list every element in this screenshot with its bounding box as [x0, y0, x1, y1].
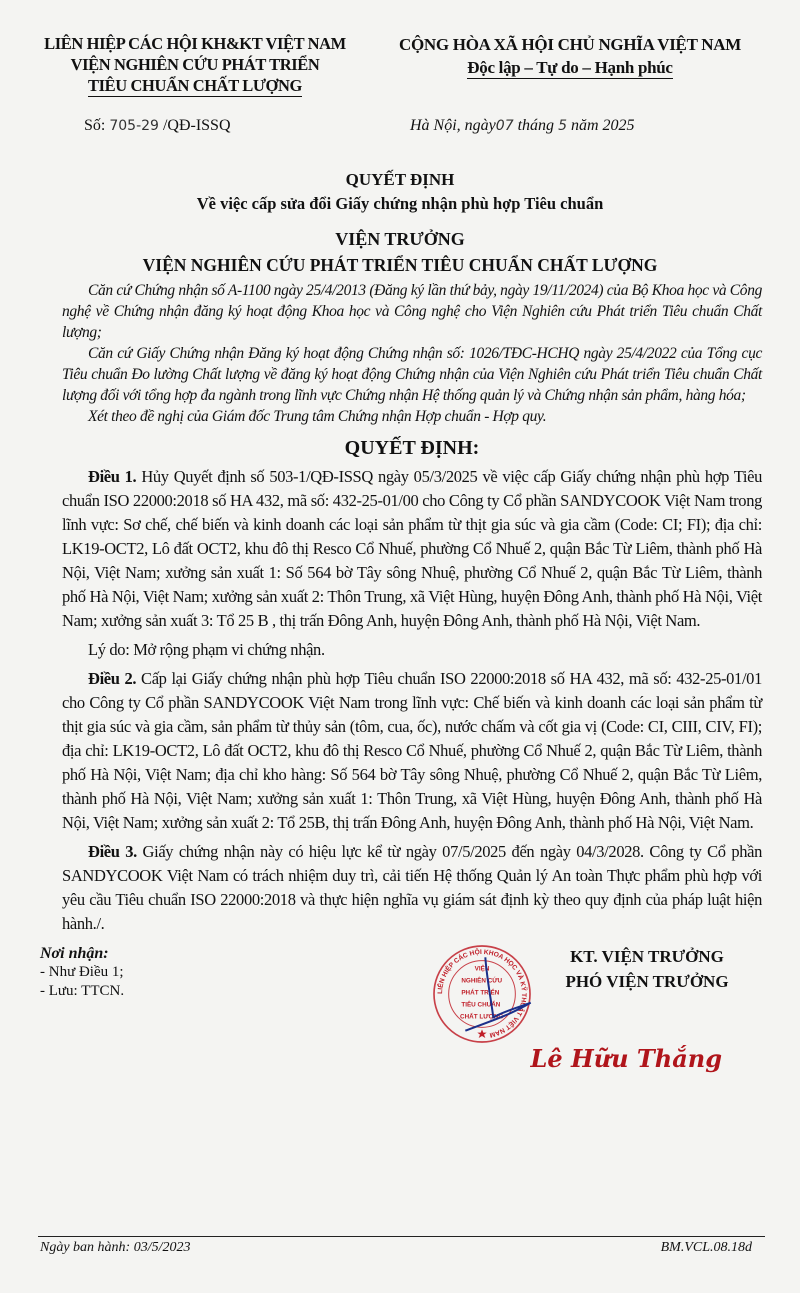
issuer-header	[30, 33, 360, 97]
federation-name: LIÊN HIỆP CÁC HỘI KH&KT VIỆT NAM	[44, 34, 346, 53]
stamp-ring-text: LIÊN HIỆP CÁC HỘI KHOA HỌC VÀ KỸ THUẬT VIỆT NAM	[436, 948, 528, 1039]
document-number	[84, 117, 231, 135]
reason	[62, 638, 762, 662]
institute-name-1: VIỆN NGHIÊN CỨU PHÁT TRIỂN	[70, 55, 320, 74]
number-suffix: /QĐ-ISSQ	[158, 117, 231, 134]
document-subtitle: Về việc cấp sửa đổi Giấy chứng nhận phù hợp Tiêu chuẩn	[196, 194, 604, 213]
legal-bases	[62, 280, 762, 427]
handwritten-number: 705-29	[109, 118, 159, 134]
footer-form-code: BM.VCL.08.18d	[660, 1240, 752, 1255]
article-1	[62, 465, 762, 633]
recipients-heading: Nơi nhận:	[40, 945, 109, 962]
articles	[62, 465, 762, 936]
star-icon	[477, 1029, 486, 1038]
svg-text:VIỆN: VIỆN	[474, 965, 490, 973]
legal-basis: Xét theo đề nghị của Giám đốc Trung tâm Chứng nhận Hợp chuẩn - Hợp quy.	[88, 408, 547, 425]
date-prefix: Hà Nội, ngày	[410, 117, 496, 134]
footer-issued-date: Ngày ban hành: 03/5/2023	[40, 1240, 191, 1255]
national-header	[360, 33, 780, 79]
authority-title: VIỆN TRƯỞNG	[335, 229, 465, 249]
article-3	[62, 840, 762, 936]
date-month-label: tháng	[513, 117, 559, 134]
article-text: Cấp lại Giấy chứng nhận phù hợp Tiêu chuẩn ISO 22000:2018 số HA 432, mã số: 432-25-01/01 cho Công ty Cổ phần SANDYCOOK Việt Nam trong lĩnh vực: Chế biến và kinh doanh các loại sản phẩm từ thịt gia súc và gia cầm, sản phẩm từ thủy sản (tôm, cua, ốc), nước chấm và cốt gia vị (Code: CI, CIII, CIV, FI); địa chỉ: LK19-OCT2, Lô đất OCT2, khu đô thị Resco Cổ Nhuế, phường Cổ Nhuế 2, quận Bắc Từ Liêm, thành phố Hà Nội, Việt Nam; địa chỉ kho hàng: Số 564 bờ Tây sông Nhuệ, phường Cổ Nhuế 2, quận Bắc Từ Liêm, thành phố Hà Nội, Việt Nam; xưởng sản xuất 1: Thôn Trung, xã Việt Hùng, huyện Đông Anh, thành phố Hà Nội, Việt Nam; xưởng sản xuất 2: Tổ 25B, thị trấn Đông Anh, huyện Đông Anh, thành phố Hà Nội, Việt Nam.	[62, 669, 762, 832]
closing-section	[40, 944, 762, 1074]
signer-name: Lê Hữu Thắng	[530, 1044, 722, 1073]
legal-basis: Căn cứ Chứng nhận số A-1100 ngày 25/4/2013 (Đăng ký lần thứ bảy, ngày 19/11/2024) của Bộ Khoa học và Công nghệ về Chứng nhận đăng ký hoạt động Khoa học và Công nghệ cho Viện Nghiên cứu Phát triển Tiêu chuẩn Chất lượng;	[62, 282, 762, 341]
signature-block	[532, 944, 762, 994]
svg-text:CHẤT LƯỢNG: CHẤT LƯỢNG	[460, 1013, 504, 1021]
date-day: 07	[495, 118, 514, 134]
national-title: CỘNG HÒA XÃ HỘI CHỦ NGHĨA VIỆT NAM	[399, 35, 741, 54]
document-title: QUYẾT ĐỊNH	[345, 170, 455, 189]
article-2	[62, 667, 762, 835]
signature-column	[432, 944, 762, 1074]
national-motto: Độc lập – Tự do – Hạnh phúc	[467, 58, 673, 77]
signature-title-2: PHÓ VIỆN TRƯỞNG	[565, 972, 729, 991]
date-year: năm 2025	[566, 117, 635, 134]
official-stamp	[432, 944, 532, 1044]
document-date	[410, 117, 635, 135]
footer-divider	[38, 1236, 765, 1237]
signature-row	[432, 944, 762, 1044]
reason-text: Lý do: Mở rộng phạm vi chứng nhận.	[88, 640, 325, 659]
date-month: 5	[558, 118, 567, 134]
authority-institute: VIỆN NGHIÊN CỨU PHÁT TRIỂN TIÊU CHUẨN CHẤT LƯỢNG	[142, 255, 658, 275]
article-label: Điều 1.	[88, 467, 137, 486]
decision-heading: QUYẾT ĐỊNH:	[344, 437, 480, 459]
signature-title-1: KT. VIỆN TRƯỞNG	[570, 947, 724, 966]
recipient-item: - Như Điều 1;	[40, 964, 124, 980]
article-label: Điều 3.	[88, 842, 137, 861]
recipient-item: - Lưu: TTCN.	[40, 983, 125, 999]
legal-basis: Căn cứ Giấy Chứng nhận Đăng ký hoạt động Chứng nhận số: 1026/TĐC-HCHQ ngày 25/4/2022 của Tổng cục Tiêu chuẩn Đo lường Chất lượng về đăng ký hoạt động Chứng nhận của Viện Nghiên cứu Phát triển Tiêu chuẩn Chất lượng đối với tổng hợp đa ngành trong lĩnh vực Chứng nhận Hệ thống quản lý và Chứng nhận sản phẩm, hàng hóa;	[62, 345, 762, 404]
document-body	[40, 280, 762, 1074]
article-text: Hủy Quyết định số 503-1/QĐ-ISSQ ngày 05/3/2025 về việc cấp Giấy chứng nhận phù hợp Tiêu chuẩn ISO 22000:2018 số HA 432, mã số: 432-25-01/00 cho Công ty Cổ phần SANDYCOOK Việt Nam trong lĩnh vực: Sơ chế, chế biến và kinh doanh các loại sản phẩm từ thịt gia súc và gia cầm (Code: CI; FI); địa chỉ: LK19-OCT2, Lô đất OCT2, khu đô thị Resco Cổ Nhuế, phường Cổ Nhuế 2, quận Bắc Từ Liêm, thành phố Hà Nội, Việt Nam; xưởng sản xuất 1: Số 564 bờ Tây sông Nhuệ, phường Cổ Nhuế 2, quận Bắc Từ Liêm, thành phố Hà Nội, Việt Nam; xưởng sản xuất 2: Thôn Trung, xã Việt Hùng, huyện Đông Anh, thành phố Hà Nội, Việt Nam; xưởng sản xuất 3: Tổ 25 B , thị trấn Đông Anh, huyện Đông Anh, thành phố Hà Nội, Việt Nam.	[62, 467, 762, 630]
article-text: Giấy chứng nhận này có hiệu lực kể từ ngày 07/5/2025 đến ngày 04/3/2028. Công ty Cổ phần SANDYCOOK Việt Nam có trách nhiệm duy trì, cải tiến Hệ thống Quản lý An toàn Thực phẩm phù hợp với yêu cầu Tiêu chuẩn ISO 22000:2018 và thực hiện nghĩa vụ giám sát định kỳ theo quy định của pháp luật hiện hành./.	[62, 842, 762, 933]
svg-text:NGHIÊN CỨU: NGHIÊN CỨU	[461, 977, 503, 985]
svg-text:PHÁT TRIỂN: PHÁT TRIỂN	[461, 989, 500, 997]
institute-name-2: TIÊU CHUẨN CHẤT LƯỢNG	[88, 76, 302, 95]
recipients	[40, 944, 124, 1074]
number-prefix: Số:	[84, 117, 110, 134]
svg-text:TIÊU CHUẨN: TIÊU CHUẨN	[461, 1001, 501, 1009]
article-label: Điều 2.	[88, 669, 137, 688]
